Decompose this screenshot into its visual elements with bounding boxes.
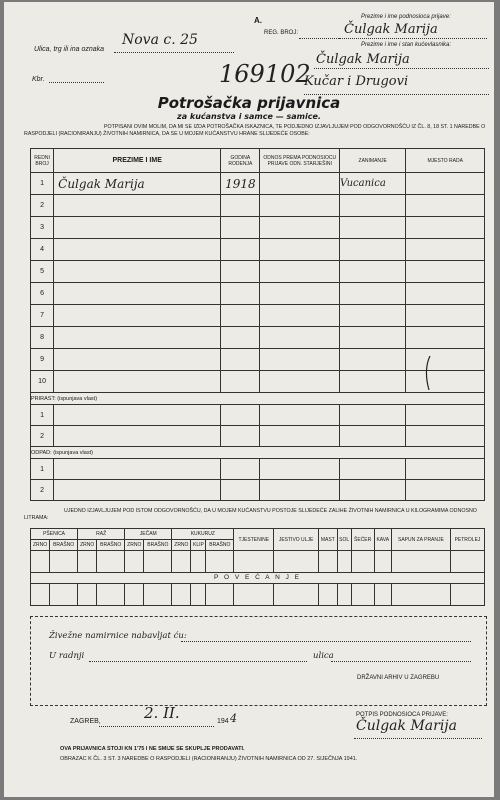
row-number: 3 bbox=[31, 217, 54, 239]
row-number: 5 bbox=[31, 261, 54, 283]
stan-label: Prezime i ime i stan kućevlasnika: bbox=[361, 42, 452, 48]
year-prefix: 194 bbox=[217, 718, 229, 725]
form-note: OBRAZAC K ČL. 3 ST. 3 NAREDBE O RASPODJELI (RACIONIRANJU) ŽIVOTNIH NAMIRNICA OD 27. SIJEČNJA 1941. bbox=[60, 756, 358, 762]
sign-value: Čulgak Marija bbox=[356, 718, 457, 734]
archive-stamp: DRŽAVNI ARHIV U ZAGREBU bbox=[357, 675, 440, 681]
col-odnos: ODNOS PREMA PODNOSIOCU PRIJAVE ODN. STARJEŠINI bbox=[260, 149, 340, 173]
col-petrolej: PETROLEJ bbox=[451, 529, 485, 551]
sub-col: ZRNO bbox=[125, 540, 144, 551]
row-number: 1 bbox=[31, 405, 54, 426]
col-redni-broj: REDNI BROJ bbox=[31, 149, 54, 173]
sub-col: KLIP bbox=[191, 540, 206, 551]
table-row bbox=[31, 349, 485, 371]
row-number: 4 bbox=[31, 239, 54, 261]
stan-value: Čulgak Marija bbox=[316, 52, 410, 67]
group-kukuruz: KUKURUZ bbox=[172, 529, 234, 540]
table-row bbox=[31, 173, 485, 195]
table-row bbox=[31, 195, 485, 217]
stock-table bbox=[30, 528, 485, 606]
sub-col: ZRNO bbox=[78, 540, 97, 551]
col-godina: GODINA RODENJA bbox=[221, 149, 260, 173]
number-value: 169102 bbox=[219, 60, 311, 88]
povecanje-label: P O V E Ć A N J E bbox=[31, 573, 485, 584]
table-row bbox=[31, 459, 485, 480]
reg-label: REG. BROJ: bbox=[264, 30, 299, 36]
date-value: 2. II. bbox=[144, 704, 180, 722]
stock-intro: UJEDNO IZJAVLJUJEM POD ISTOM ODGOVORNOŠĆU, DA U MOJEM KUĆANSTVU POSTOJE SLIJEDEĆE ZALIHE ŽIVOTNIH NAMIRNICA U KILOGRAMIMA ODNOSNO LITRAMA: bbox=[24, 508, 477, 521]
table-row bbox=[31, 283, 485, 305]
col-tjestenine: TJESTENINE bbox=[234, 529, 274, 551]
letter-a: A. bbox=[254, 16, 262, 25]
sub-col: BRAŠNO bbox=[144, 540, 172, 551]
pencil-mark bbox=[422, 354, 436, 394]
sub-col: ZRNO bbox=[172, 540, 191, 551]
table-row bbox=[31, 426, 485, 447]
row-number: 8 bbox=[31, 327, 54, 349]
sub-col: BRAŠNO bbox=[206, 540, 234, 551]
row-number: 1 bbox=[31, 459, 54, 480]
col-mjesto-rada: MJESTO RADA bbox=[406, 149, 485, 173]
row-zanimanje: Vucanica bbox=[340, 173, 406, 195]
col-mast: MAST bbox=[318, 529, 337, 551]
sign-label: POTPIS PODNOSIOCA PRIJAVE: bbox=[356, 712, 448, 718]
form-sheet bbox=[4, 2, 494, 797]
col-zanimanje: ZANIMANJE bbox=[340, 149, 406, 173]
prirast-label: PRIRAST: (ispunjava vlast) bbox=[31, 393, 485, 405]
table-row bbox=[31, 217, 485, 239]
row-number: 1 bbox=[31, 173, 54, 195]
sub-col: ZRNO bbox=[31, 540, 50, 551]
row-number: 2 bbox=[31, 426, 54, 447]
sub-col: BRAŠNO bbox=[50, 540, 78, 551]
store-radnji: U radnji bbox=[49, 651, 85, 661]
col-kava: KAVA bbox=[374, 529, 391, 551]
table-row bbox=[31, 327, 485, 349]
row-number: 6 bbox=[31, 283, 54, 305]
group-psenica: PŠENICA bbox=[31, 529, 78, 540]
form-title: Potrošačka prijavnica bbox=[157, 94, 341, 112]
row-number: 2 bbox=[31, 195, 54, 217]
row-number: 2 bbox=[31, 480, 54, 501]
kbr-label: Kbr. bbox=[32, 76, 45, 83]
year-suffix: 4 bbox=[230, 712, 237, 725]
row-number: 9 bbox=[31, 349, 54, 371]
store-box bbox=[30, 616, 487, 706]
odpad-label: ODPAD: (ispunjava vlast) bbox=[31, 447, 485, 459]
col-ulje: JESTIVO ULJE bbox=[274, 529, 319, 551]
kucevlasnik-extra: Kučar i Drugovi bbox=[304, 74, 409, 89]
group-jecam: JEČAM bbox=[125, 529, 172, 540]
persons-table bbox=[30, 148, 485, 501]
row-year: 1918 bbox=[221, 173, 260, 195]
row-number: 10 bbox=[31, 371, 54, 393]
form-subtitle: za kućanstva i samce — samice. bbox=[177, 112, 321, 121]
intro-text: POTPISANI OVIM MOLIM, DA MI SE IZDA POTROŠAČKA ISKAZNICA, TE PODJEDNO IZJAVLJUJEM POD ODGOVORNOŠĆU IZ ČL. 8, 18 ST. 1 NAREDBE O RASPODJELI (RACIONIRANJU) ŽIVOTNIH NAMIRNICA, DA SE U MOJEM KUĆANSTVU HRANE SLIJEDEĆE OSOBE: bbox=[24, 124, 486, 137]
price-note: OVA PRIJAVNICA STOJI KN 1'75 I NE SMIJE SE SKUPLJE PRODAVATI. bbox=[60, 746, 245, 752]
store-ulica: ulica bbox=[313, 651, 334, 661]
table-row bbox=[31, 480, 485, 501]
ulica-label: Ulica, trg ili ina oznaka bbox=[34, 46, 105, 53]
table-row bbox=[31, 305, 485, 327]
table-row bbox=[31, 405, 485, 426]
store-line1: Živežne namirnice nabavljat ću: bbox=[49, 631, 187, 641]
table-row bbox=[31, 371, 485, 393]
row-name: Čulgak Marija bbox=[54, 173, 221, 195]
row-number: 7 bbox=[31, 305, 54, 327]
group-raz: RAŽ bbox=[78, 529, 125, 540]
place-label: ZAGREB, bbox=[70, 718, 101, 725]
col-sapun: SAPUN ZA PRANJE bbox=[391, 529, 450, 551]
podnosilac-value: Čulgak Marija bbox=[344, 22, 438, 37]
sub-col: BRAŠNO bbox=[97, 540, 125, 551]
table-row bbox=[31, 261, 485, 283]
podnosilac-label: Prezime i ime podnosioca prijave: bbox=[361, 14, 451, 20]
col-sol: SOL bbox=[337, 529, 351, 551]
table-row bbox=[31, 239, 485, 261]
ulica-value: Nova c. 25 bbox=[122, 32, 198, 48]
col-prezime-ime: PREZIME I IME bbox=[54, 149, 221, 173]
col-secer: ŠEĆER bbox=[351, 529, 374, 551]
